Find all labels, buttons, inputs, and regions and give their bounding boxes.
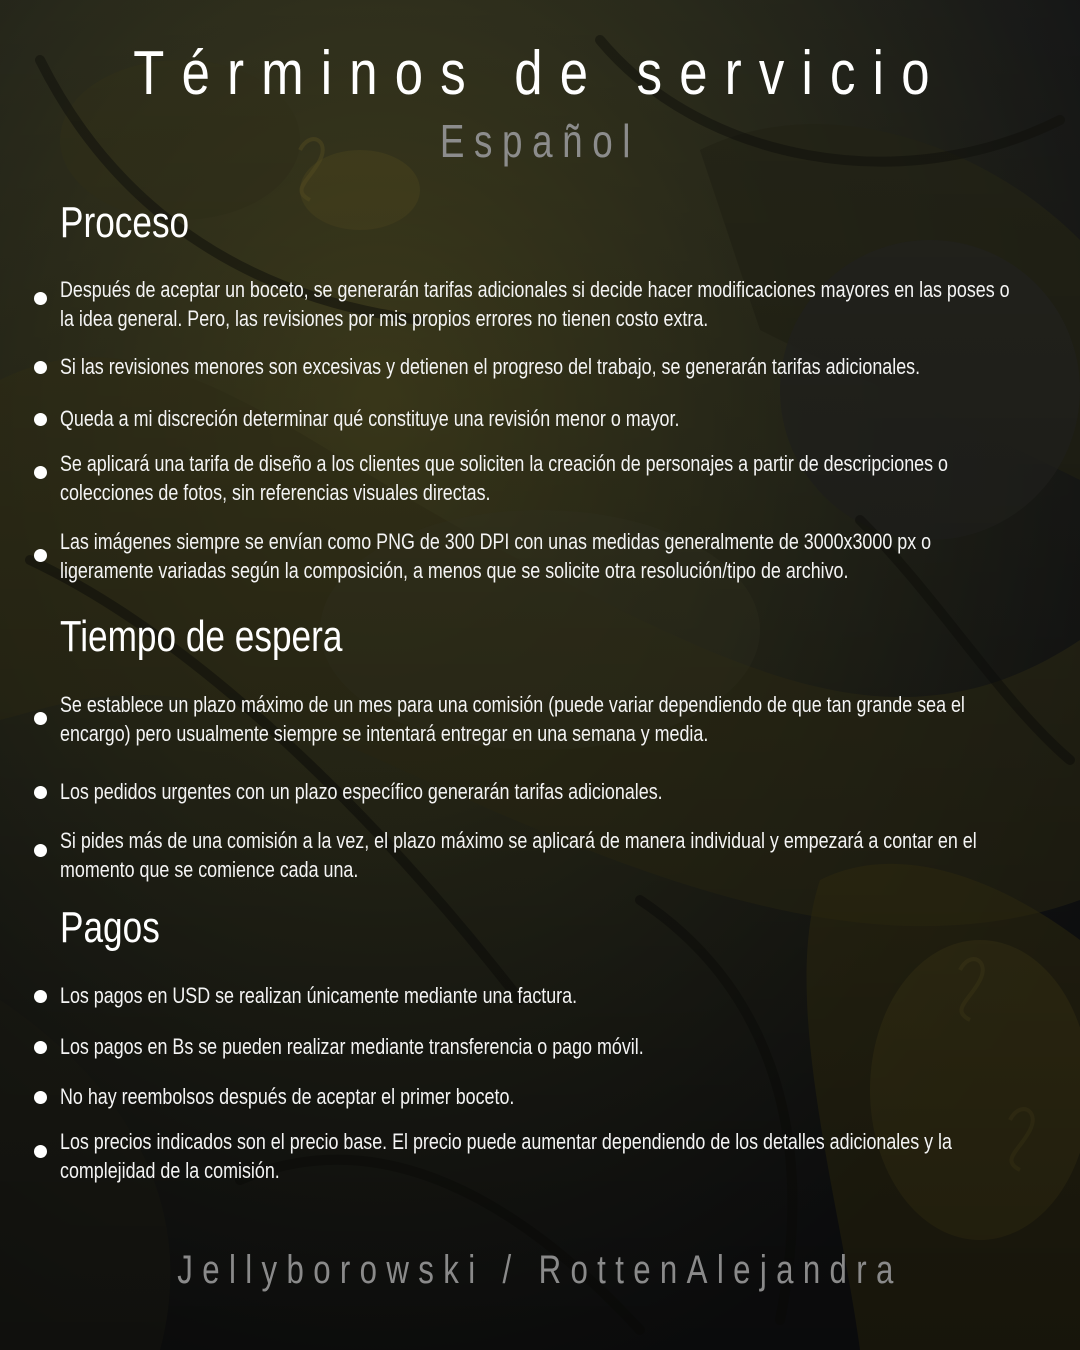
bullet-icon <box>34 786 47 799</box>
bullet-icon <box>34 1091 47 1104</box>
bullet-icon <box>34 549 47 562</box>
section-title-tiempo-de-espera: Tiempo de espera <box>60 612 343 661</box>
bullet-icon <box>34 1041 47 1054</box>
page-title: Términos de servicio <box>133 39 947 108</box>
list-item: Se aplicará una tarifa de diseño a los clientes que soliciten la creación de personajes a partir de descripciones o colecciones de fotos, sin referencias visuales directas. <box>60 451 948 505</box>
list-item: Si pides más de una comisión a la vez, el plazo máximo se aplicará de manera individual y empezará a contar en el momento que se comience cada una. <box>60 828 977 882</box>
footer-credit: Jellyborowski / RottenAlejandra <box>177 1248 903 1292</box>
section-title-proceso: Proceso <box>60 198 190 247</box>
list-item: Después de aceptar un boceto, se generarán tarifas adicionales si decide hacer modificaciones mayores en las poses o la idea general. Pero, las revisiones por mis propios errores no tienen costo extra. <box>60 277 1010 331</box>
list-item: Los pagos en USD se realizan únicamente mediante una factura. <box>60 983 578 1008</box>
bullet-icon <box>34 466 47 479</box>
list-item: No hay reembolsos después de aceptar el primer boceto. <box>60 1084 515 1109</box>
list-item: Las imágenes siempre se envían como PNG de 300 DPI con unas medidas generalmente de 3000x3000 px o ligeramente variadas según la composición, a menos que se solicite otra resolución/tipo de archivo. <box>60 529 932 583</box>
list-item: Si las revisiones menores son excesivas y detienen el progreso del trabajo, se generarán tarifas adicionales. <box>60 354 921 379</box>
list-item: Queda a mi discreción determinar qué constituye una revisión menor o mayor. <box>60 406 680 431</box>
bullet-icon <box>34 292 47 305</box>
page-subtitle: Español <box>439 115 641 167</box>
bullet-icon <box>34 712 47 725</box>
bullet-icon <box>34 361 47 374</box>
bullet-icon <box>34 1145 47 1158</box>
list-item: Los pedidos urgentes con un plazo específico generarán tarifas adicionales. <box>60 779 663 804</box>
list-item: Se establece un plazo máximo de un mes para una comisión (puede variar dependiendo de que tan grande sea el encargo) pero usualmente siempre se intentará entregar en una semana y media. <box>60 692 965 746</box>
list-item: Los pagos en Bs se pueden realizar mediante transferencia o pago móvil. <box>60 1034 644 1059</box>
bullet-icon <box>34 413 47 426</box>
section-title-pagos: Pagos <box>60 903 160 952</box>
bullet-icon <box>34 990 47 1003</box>
list-item: Los precios indicados son el precio base. El precio puede aumentar dependiendo de los detalles adicionales y la complejidad de la comisión. <box>60 1129 952 1183</box>
bullet-icon <box>34 844 47 857</box>
